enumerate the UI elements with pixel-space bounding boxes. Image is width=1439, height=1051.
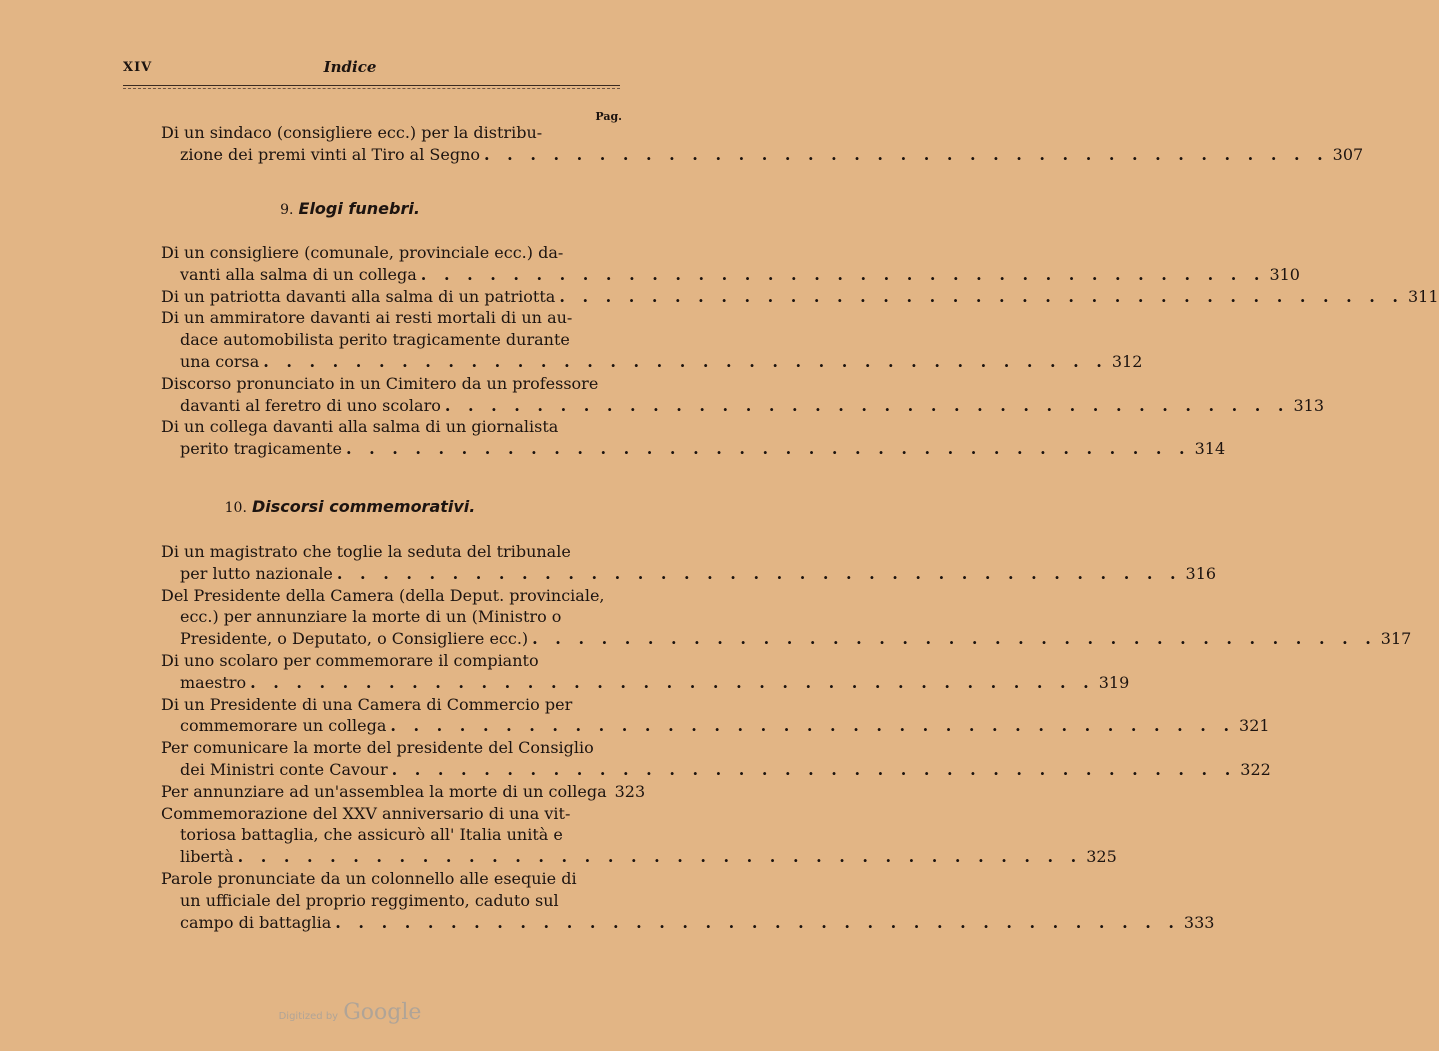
toc-entry — [161, 307, 1143, 372]
entry-line: libertà — [180, 847, 234, 867]
leader-dots: . . . . . . . . . . . . . . . . . . . . . . . . . . . . . . . . . . . . . — [420, 264, 1266, 284]
page-ref: 312 — [1111, 351, 1143, 371]
page-ref: 307 — [1332, 144, 1364, 164]
section-heading-9 — [0, 199, 700, 218]
entry-last-line — [161, 781, 646, 803]
entry-line: ecc.) per annunziare la morte di un (Ministro o — [180, 607, 562, 627]
entry-last-line — [161, 672, 1130, 694]
entry-line: Di un patriotta davanti alla salma di un patriotta — [161, 286, 556, 306]
toc-entry — [161, 122, 1364, 166]
digitized-watermark — [0, 1000, 700, 1025]
entry-line: vanti alla salma di un collega — [180, 264, 417, 284]
leader-dots: . . . . . . . . . . . . . . . . . . . . . . . . . . . . . . . . . . . . . — [335, 912, 1180, 932]
header-rule — [123, 85, 620, 86]
header-rule-dashed — [123, 88, 620, 89]
entry-line: commemorare un collega — [180, 716, 387, 736]
entry-line: Per comunicare la morte del presidente del Consiglio — [161, 738, 594, 758]
running-title: Indice — [323, 58, 377, 76]
entry-last-line — [161, 628, 1412, 650]
entry-last-line — [161, 395, 1325, 417]
entry-line: Del Presidente della Camera (della Deput. provinciale, — [161, 585, 605, 605]
digitized-by-text: Digitized by — [278, 1011, 339, 1022]
toc-entry — [161, 373, 1325, 417]
page-ref: 310 — [1269, 264, 1300, 284]
toc-entry — [161, 694, 1270, 738]
entry-line: un ufficiale del proprio reggimento, caduto sul — [180, 890, 559, 910]
entry-line: Presidente, o Deputato, o Consigliere ecc.) — [180, 629, 529, 649]
entry-line: Di un ammiratore davanti ai resti mortali di un au- — [161, 308, 573, 328]
toc-entry — [161, 868, 1215, 933]
section-title: Elogi funebri. — [298, 199, 420, 218]
entry-last-line — [161, 563, 1217, 585]
entry-line: Di uno scolaro per commemorare il compianto — [161, 650, 539, 670]
toc-entry — [161, 541, 1217, 585]
entry-line: Di un sindaco (consigliere ecc.) per la distribu- — [161, 123, 543, 142]
entry-last-line — [161, 846, 1117, 868]
page-ref: 322 — [1240, 759, 1271, 779]
leader-dots: . . . . . . . . . . . . . . . . . . . . . . . . . . . . . . . . . . . . . — [336, 563, 1182, 583]
page-ref: 333 — [1183, 912, 1215, 932]
entry-line: toriosa battaglia, che assicurò all' Italia unità e — [180, 825, 563, 845]
leader-dots: . . . . . . . . . . . . . . . . . . . . . . . . . . . . . . . . . . . . . — [250, 672, 1095, 692]
page-ref: 313 — [1293, 395, 1325, 415]
pag-label: Pag. — [595, 110, 622, 123]
toc-entry — [161, 242, 1300, 286]
entry-line: campo di battaglia — [180, 912, 332, 932]
entry-line: dace automobilista perito tragicamente durante — [180, 330, 570, 350]
entries-section-9 — [161, 242, 1439, 460]
entry-last-line — [161, 144, 1364, 166]
entry-last-line — [161, 351, 1143, 373]
leader-dots: . . . . . . . . . . . . . . . . . . . . . . . . . . . . . . . . . . . . . — [263, 351, 1108, 371]
page-ref: 323 — [614, 781, 646, 801]
entry-line: Di un consigliere (comunale, provinciale ecc.) da- — [161, 243, 564, 262]
entry-line: Di un magistrato che toglie la seduta del tribunale — [161, 542, 571, 561]
leader-dots: . . . . . . . . . . . . . . . . . . . . . . . . . . . . . . . . . . . . . — [484, 144, 1329, 164]
entry-line: Parole pronunciate da un colonnello alle esequie di — [161, 868, 577, 888]
section-number: 9. — [280, 202, 294, 218]
toc-entry — [161, 803, 1117, 868]
entry-last-line — [161, 438, 1226, 460]
entry-line: zione dei premi vinti al Tiro al Segno — [180, 144, 481, 164]
entry-line: Discorso pronunciato in un Cimitero da un professore — [161, 373, 599, 393]
entry-last-line — [161, 264, 1300, 286]
page-number: XIV — [123, 60, 153, 75]
entry-line: maestro — [180, 672, 247, 692]
toc-entry — [161, 781, 646, 803]
entry-line: una corsa — [180, 351, 260, 371]
leader-dots: . . . . . . . . . . . . . . . . . . . . . . . . . . . . . . . . . . . . . — [559, 286, 1404, 306]
entry-line: Di un collega davanti alla salma di un giornalista — [161, 417, 559, 437]
entry-last-line — [161, 912, 1215, 934]
toc-entry — [161, 286, 1439, 308]
entries-section-10 — [161, 541, 1412, 933]
entry-line: Commemorazione del XXV anniversario di una vit- — [161, 803, 571, 823]
section-number: 10. — [224, 500, 247, 516]
entry-line: Di un Presidente di una Camera di Commercio per — [161, 694, 573, 714]
page-ref: 316 — [1185, 563, 1217, 583]
section-title: Discorsi commemorativi. — [251, 497, 476, 516]
entry-line: per lutto nazionale — [180, 563, 333, 583]
toc-entry — [161, 737, 1271, 781]
toc-entry — [161, 416, 1226, 460]
page-ref: 314 — [1194, 439, 1226, 459]
entries-top — [161, 122, 1364, 166]
entry-last-line — [161, 286, 1439, 308]
entry-line: perito tragicamente — [180, 439, 342, 459]
entry-line: Per annunziare ad un'assemblea la morte di un collega — [161, 781, 607, 801]
entry-last-line — [161, 715, 1270, 737]
page-ref: 311 — [1407, 286, 1439, 306]
entry-last-line — [161, 759, 1271, 781]
leader-dots: . . . . . . . . . . . . . . . . . . . . . . . . . . . . . . . . . . . . . — [391, 759, 1237, 779]
page-ref: 317 — [1380, 629, 1412, 649]
page-ref: 319 — [1098, 672, 1130, 692]
entry-line: dei Ministri conte Cavour — [180, 759, 388, 779]
leader-dots: . . . . . . . . . . . . . . . . . . . . . . . . . . . . . . . . . . . . . — [532, 629, 1377, 649]
leader-dots: . . . . . . . . . . . . . . . . . . . . . . . . . . . . . . . . . . . . . — [237, 847, 1083, 867]
google-logo: Google — [343, 1000, 422, 1025]
leader-dots: . . . . . . . . . . . . . . . . . . . . . . . . . . . . . . . . . . . . . — [345, 439, 1191, 459]
section-heading-10 — [0, 497, 700, 516]
leader-dots: . . . . . . . . . . . . . . . . . . . . . . . . . . . . . . . . . . . . . — [444, 395, 1290, 415]
leader-dots: . . . . . . . . . . . . . . . . . . . . . . . . . . . . . . . . . . . . . — [390, 716, 1236, 736]
entry-line: davanti al feretro di uno scolaro — [180, 395, 441, 415]
page-ref: 325 — [1086, 847, 1117, 867]
toc-entry — [161, 650, 1130, 694]
page-ref: 321 — [1239, 716, 1270, 736]
toc-entry — [161, 585, 1412, 650]
